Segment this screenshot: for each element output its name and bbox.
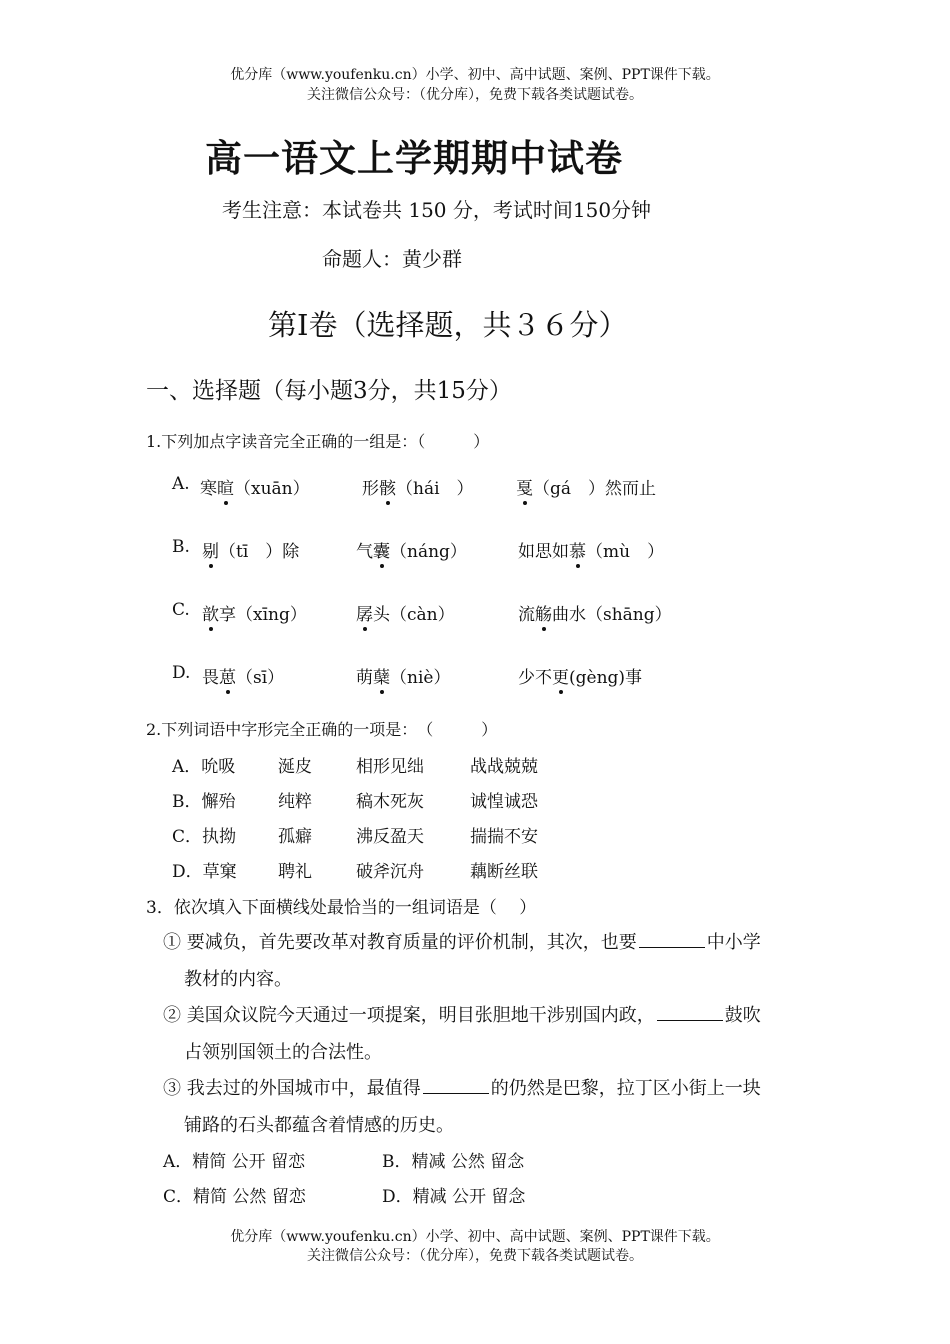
q1-option-c: C.	[172, 600, 190, 620]
header-line-1: 优分库（www.youfenku.cn）小学、初中、高中试题、案例、PPT课件下载。	[230, 67, 720, 83]
q1-a-word-1: 寒暄（xuān）	[200, 474, 310, 499]
page-title: 高一语文上学期期中试卷	[205, 137, 623, 180]
q1-d-word-3: 少不更(gèng)事	[518, 663, 642, 688]
q3-option-b: B．精减 公然 留念	[382, 1152, 525, 1172]
question-1-stem: 1.下列加点字读音完全正确的一组是：（ ）	[146, 432, 490, 451]
question-2-stem: 2.下列词语中字形完全正确的一项是： （ ）	[146, 720, 498, 739]
q2-row-b-4: 诚惶诚恐	[470, 792, 538, 812]
q2-row-a-3: 相形见绌	[356, 757, 424, 777]
q3-sentence-1-cont: 教材的内容。	[184, 969, 292, 990]
q3-sentence-1: ① 要减负，首先要改革对教育质量的评价机制，其次，也要 中小学	[163, 932, 761, 953]
exam-author: 命题人：黄少群	[322, 247, 462, 271]
q2-row-a-1: A．吮吸	[172, 757, 236, 777]
part-heading: 第Ⅰ卷（选择题，共３６分）	[268, 308, 628, 342]
section-heading: 一、选择题（每小题3分，共15分）	[146, 378, 512, 404]
q2-row-d-2: 聘礼	[278, 862, 312, 882]
q1-option-a: A.	[172, 474, 190, 494]
q1-b-word-3: 如思如慕（mù ）	[518, 537, 664, 562]
q2-row-c-1: C．执拗	[172, 827, 237, 847]
q1-a-word-2: 形骸（hái ）	[362, 474, 474, 499]
q3-sentence-2-cont: 占领别国领土的合法性。	[184, 1042, 382, 1063]
q1-b-word-1: 剔（tī ）除	[202, 537, 299, 562]
q3-sentence-2: ② 美国众议院今天通过一项提案，明目张胆地干涉别国内政， 鼓吹	[163, 1005, 761, 1026]
q1-option-b: B.	[172, 537, 190, 557]
q2-row-d-1: D．草窠	[172, 862, 237, 882]
fill-blank-2	[657, 1019, 723, 1021]
q3-option-a: A．精简 公开 留恋	[163, 1152, 306, 1172]
q2-row-d-3: 破斧沉舟	[356, 862, 424, 882]
exam-notice: 考生注意：本试卷共 150 分，考试时间150分钟	[222, 198, 652, 222]
q3-option-c: C．精简 公然 留恋	[163, 1187, 306, 1207]
q2-row-b-1: B．懈殆	[172, 792, 236, 812]
footer-line-1: 优分库（www.youfenku.cn）小学、初中、高中试题、案例、PPT课件下载。	[230, 1229, 720, 1245]
q2-row-b-2: 纯粹	[278, 792, 312, 812]
q2-row-b-3: 稿木死灰	[356, 792, 424, 812]
q2-row-a-2: 涎皮	[278, 757, 312, 777]
q3-sentence-3: ③ 我去过的外国城市中，最值得 的仍然是巴黎，拉丁区小街上一块	[163, 1078, 761, 1099]
footer-line-2: 关注微信公众号：（优分库），免费下载各类试题试卷。	[307, 1248, 643, 1264]
q2-row-c-4: 揣揣不安	[470, 827, 538, 847]
fill-blank-1	[639, 946, 705, 948]
q1-d-word-1: 畏葸（sī）	[202, 663, 284, 688]
q2-row-c-3: 沸反盈天	[356, 827, 424, 847]
q1-c-word-3: 流觞曲水（shāng）	[518, 600, 672, 625]
q2-row-c-2: 孤癖	[278, 827, 312, 847]
fill-blank-3	[423, 1092, 489, 1094]
header-line-2: 关注微信公众号：（优分库），免费下载各类试题试卷。	[307, 87, 643, 103]
q1-c-word-2: 孱头（càn）	[356, 600, 455, 625]
q1-option-d: D.	[172, 663, 191, 683]
q1-c-word-1: 歆享（xīng）	[202, 600, 307, 625]
question-3-stem: 3．依次填入下面横线处最恰当的一组词语是（ ）	[146, 898, 537, 918]
q2-row-d-4: 藕断丝联	[470, 862, 538, 882]
q2-row-a-4: 战战兢兢	[470, 757, 538, 777]
q1-a-word-3: 戛（gá ）然而止	[516, 474, 656, 499]
q1-b-word-2: 气囊（náng）	[356, 537, 467, 562]
q3-sentence-3-cont: 铺路的石头都蕴含着情感的历史。	[184, 1115, 454, 1136]
q3-option-d: D．精减 公开 留念	[382, 1187, 526, 1207]
q1-d-word-2: 萌蘖（niè）	[356, 663, 450, 688]
